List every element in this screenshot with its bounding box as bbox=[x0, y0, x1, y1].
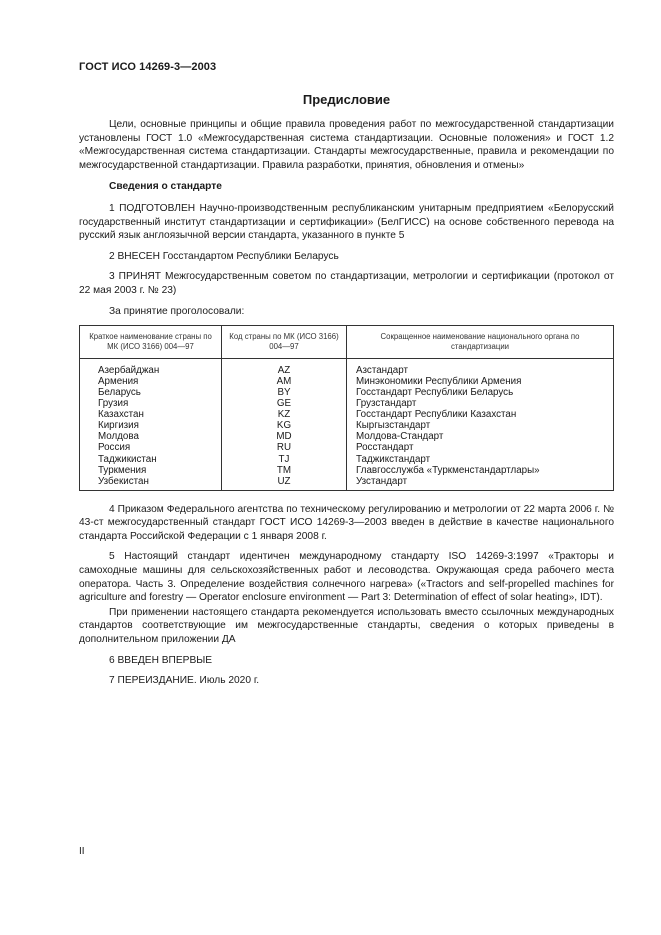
table-row bbox=[80, 376, 614, 387]
table-row bbox=[80, 359, 614, 377]
vote-paragraph: За принятие проголосовали: bbox=[109, 305, 245, 317]
page-title: Предисловие bbox=[302, 92, 391, 107]
cell-code: GE bbox=[222, 398, 347, 409]
cell-agency: Азстандарт bbox=[347, 359, 614, 377]
item-1-paragraph: 1 ПОДГОТОВЛЕН Научно-производственным республиканским унитарным предприятием «Белорусский государственный институт стандартизации и сертификации» (БелГИСС) на основе собственного перевода на русский язык англоязычной версии стандарта, указанного в пункте 5 bbox=[79, 202, 614, 242]
cell-country: Грузия bbox=[80, 398, 222, 409]
cell-agency: Госстандарт Республики Казахстан bbox=[347, 409, 614, 420]
item-3-paragraph: 3 ПРИНЯТ Межгосударственным советом по стандартизации, метрологии и сертификации (протокол от 22 мая 2003 г. № 23) bbox=[79, 271, 614, 296]
cell-country: Таджикистан bbox=[80, 454, 222, 465]
cell-country: Армения bbox=[80, 376, 222, 387]
item-4-paragraph: 4 Приказом Федерального агентства по техническому регулированию и метрологии от 22 марта 2006 г. № 43-ст межгосударственный стандарт ГОСТ ИСО 14269-3—2003 введен в действие в качестве национального стандарта Российской Федерации с 1 января 2008 г. bbox=[79, 503, 614, 542]
cell-country: Беларусь bbox=[80, 387, 222, 398]
cell-country: Азербайджан bbox=[80, 359, 222, 377]
cell-country: Туркмения bbox=[80, 465, 222, 476]
table-row bbox=[80, 420, 614, 431]
item-7-paragraph: 7 ПЕРЕИЗДАНИЕ. Июль 2020 г. bbox=[109, 675, 260, 687]
cell-code: RU bbox=[222, 442, 347, 453]
column-header-code: Код страны по МК (ИСО 3166) 004—97 bbox=[222, 326, 347, 359]
page-number: II bbox=[79, 846, 85, 857]
cell-agency: Таджикстандарт bbox=[347, 454, 614, 465]
cell-code: KZ bbox=[222, 409, 347, 420]
cell-agency: Минэкономики Республики Армения bbox=[347, 376, 614, 387]
column-header-country: Краткое наименование страны по МК (ИСО 3166) 004—97 bbox=[80, 326, 222, 359]
table-body bbox=[80, 359, 614, 491]
item-5-note-paragraph: При применении настоящего стандарта рекомендуется использовать вместо ссылочных международных стандартов соответствующие им межгосударственные стандарты, сведения о которых приведены в дополнительном приложении ДА bbox=[79, 606, 614, 645]
table-row bbox=[80, 431, 614, 442]
column-header-agency: Сокращенное наименование национального органа по стандартизации bbox=[347, 326, 614, 359]
table-row bbox=[80, 442, 614, 453]
intro-paragraph: Цели, основные принципы и общие правила проведения работ по межгосударственной стандартизации установлены ГОСТ 1.0 «Межгосударственная система стандартизации. Основные положения» и ГОСТ 1.2 «Межгосударственная система стандартизации. Стандарты межгосударственные, правила и рекомендации по межгосударственной стандартизации. Правила разработки, принятия, обновления и отмены» bbox=[79, 119, 614, 171]
table-row bbox=[80, 465, 614, 476]
table-row bbox=[80, 454, 614, 465]
cell-agency: Госстандарт Республики Беларусь bbox=[347, 387, 614, 398]
cell-agency: Узстандарт bbox=[347, 476, 614, 491]
document-body bbox=[79, 118, 614, 695]
cell-country: Киргизия bbox=[80, 420, 222, 431]
item-2-paragraph: 2 ВНЕСЕН Госстандартом Республики Беларусь bbox=[109, 250, 339, 262]
table-header-row bbox=[80, 326, 614, 359]
table-row bbox=[80, 398, 614, 409]
cell-country: Россия bbox=[80, 442, 222, 453]
cell-code: AZ bbox=[222, 359, 347, 377]
document-code-header: ГОСТ ИСО 14269-3—2003 bbox=[79, 61, 217, 73]
cell-agency: Кыргызстандарт bbox=[347, 420, 614, 431]
cell-code: AM bbox=[222, 376, 347, 387]
cell-country: Узбекистан bbox=[80, 476, 222, 491]
section-heading: Сведения о стандарте bbox=[109, 181, 222, 193]
cell-code: TM bbox=[222, 465, 347, 476]
cell-code: MD bbox=[222, 431, 347, 442]
cell-code: KG bbox=[222, 420, 347, 431]
table-row bbox=[80, 409, 614, 420]
cell-country: Молдова bbox=[80, 431, 222, 442]
cell-agency: Грузстандарт bbox=[347, 398, 614, 409]
item-5-paragraph: 5 Настоящий стандарт идентичен международному стандарту ISO 14269-3:1997 «Тракторы и самоходные машины для сельскохозяйственных работ и лесоводства. Окружающая среда рабочего места оператора. Часть 3. Определение воздействия солнечного нагрева» («Tractors and self-propelled machines for agriculture and forestry — Operator enclosure environment — Part 3: Determination of effect of solar heating», IDT). bbox=[79, 551, 614, 604]
cell-country: Казахстан bbox=[80, 409, 222, 420]
member-countries-table bbox=[79, 325, 614, 491]
cell-code: TJ bbox=[222, 454, 347, 465]
cell-agency: Главгосслужба «Туркменстандартлары» bbox=[347, 465, 614, 476]
cell-agency: Росстандарт bbox=[347, 442, 614, 453]
item-6-paragraph: 6 ВВЕДЕН ВПЕРВЫЕ bbox=[109, 654, 213, 666]
table-row bbox=[80, 387, 614, 398]
table-row bbox=[80, 476, 614, 491]
cell-code: BY bbox=[222, 387, 347, 398]
cell-agency: Молдова-Стандарт bbox=[347, 431, 614, 442]
member-countries-table-wrap bbox=[79, 325, 614, 491]
cell-code: UZ bbox=[222, 476, 347, 491]
